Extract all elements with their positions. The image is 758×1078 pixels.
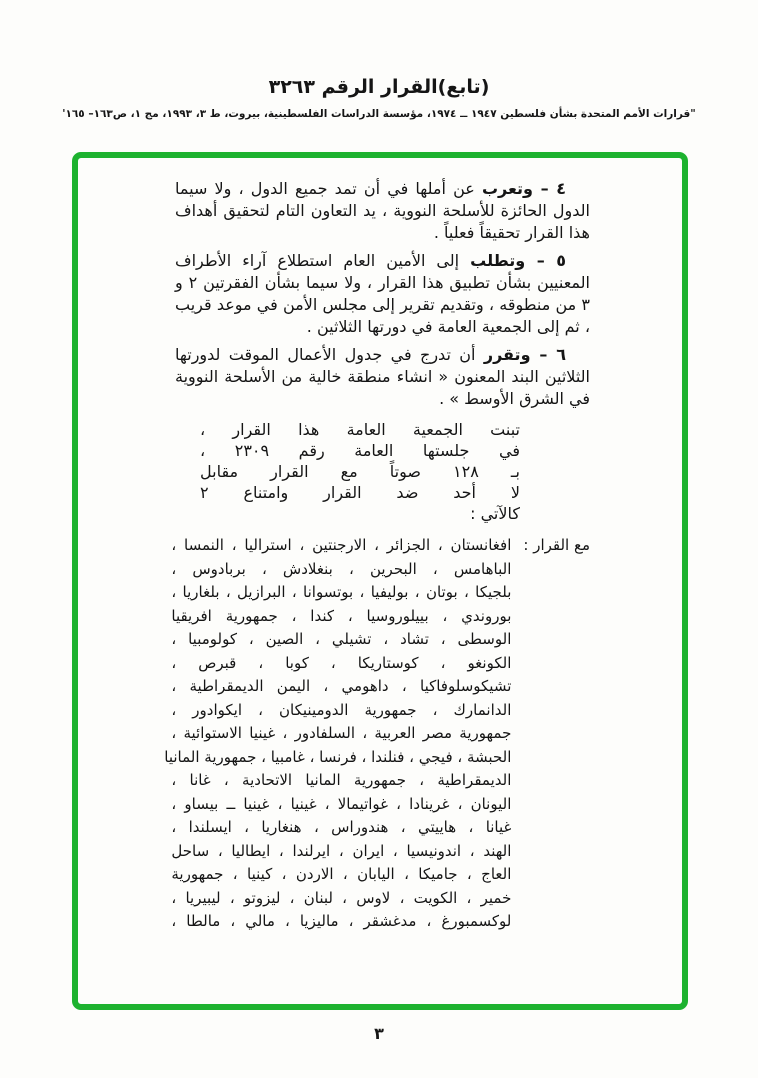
country-line: الدانمارك ، جمهورية الدومينيكان ، ايكوادور ، [171,700,512,719]
paragraph-5-lead: ٥ – وتطلب [470,251,567,270]
document-body [78,158,682,1004]
country-line: الهند ، اندونيسيا ، ايران ، ايرلندا ، ايطاليا ، ساحل [171,841,512,860]
country-line: اليونان ، غرينادا ، غواتيمالا ، غينيا ، غينيا ــ بيساو ، [171,794,512,813]
country-line: الوسطى ، تشاد ، تشيلي ، الصين ، كولومبيا ، [171,630,512,648]
country-line: بوروندي ، بييلوروسيا ، كندا ، جمهورية افريقيا [171,606,512,625]
country-line: بلجيكا ، بوتان ، بوليفيا ، بوتسوانا ، البرازيل ، بلغاريا ، [171,583,512,601]
country-line: الحبشة ، فيجي ، فنلندا ، فرنسا ، غامبيا ، جمهورية المانيا [164,747,512,766]
country-line: الديمقراطية ، جمهورية المانيا الاتحادية ، غانا ، [171,771,512,789]
highlight-box [72,152,688,1010]
country-line: خمير ، الكويت ، لاوس ، لبنان ، ليزوتو ، ليبيريا ، [171,888,512,907]
adoption-statement [200,419,520,524]
vote-line: تبنت الجمعية العامة هذا القرار ، [200,420,520,439]
operative-paragraph-5 [175,250,590,338]
country-line: العاج ، جاميكا ، اليابان ، الاردن ، كينيا ، جمهورية [171,865,512,883]
votes-in-favour-list [148,534,590,934]
paragraph-4-lead: ٤ – وتعرب [481,179,567,198]
vote-line: كالآتي : [470,504,520,523]
country-line: غيانا ، هاييتي ، هندوراس ، هنغاريا ، ايسلندا ، [171,818,512,836]
country-lines [164,534,512,934]
paragraph-4-text: عن أملها في أن تمد جميع الدول ، ولا سيما الدول الحائزة للأسلحة النووية ، يد التعاون التام لتحقيق أهداف هذا القرار تحقيقاً فعلياً . [175,179,590,242]
paragraph-6-text: أن تدرج في جدول الأعمال الموقت لدورتها الثلاثين البند المعنون « انشاء منطقة خالية من الأسلحة النووية في الشرق الأوسط » . [175,345,590,408]
vote-line: بـ ١٢٨ صوتاً مع القرار مقابل [200,462,520,481]
operative-paragraph-6 [175,344,590,410]
vote-line: في جلستها العامة رقم ٢٣٠٩ ، [200,441,520,460]
page-number: ٣ [374,1024,384,1043]
country-line: جمهورية مصر العربية ، السلفادور ، غينيا الاستوائية ، [171,724,512,742]
source-citation: "قرارات الأمم المتحدة بشأن فلسطين ١٩٤٧ ــ ١٩٧٤، مؤسسة الدراسات الفلسطينية، بيروت، ط ٣، ١٩٩٣، مج ١، ص١٦٣– ١٦٥' [62,108,696,120]
votes-in-favour-label: مع القرار : [523,536,590,554]
paragraph-6-lead: ٦ – وتقرر [483,345,566,364]
country-line: تشيكوسلوفاكيا ، داهومي ، اليمن الديمقراطية ، [171,677,512,695]
country-line: افغانستان ، الجزائر ، الارجنتين ، استراليا ، النمسا ، [171,536,512,554]
country-line: لوكسمبورغ ، مدغشقر ، ماليزيا ، مالي ، مالطا ، [171,912,512,930]
paragraph-5-text: إلى الأمين العام استطلاع آراء الأطراف المعنيين بشأن تطبيق هذا القرار ، ولا سيما بشأن الفقرتين ٢ و ٣ من منطوقه ، وتقديم تقرير إلى مجلس الأمن في موعد قريب ، ثم إلى الجمعية العامة في دورتها الثلاثين . [175,251,591,336]
country-line: الكونغو ، كوستاريكا ، كوبا ، قبرص ، [171,653,512,672]
page-title: (تابع)القرار الرقم ٣٢٦٣ [268,76,490,98]
vote-line: لا أحد ضد القرار وامتناع ٢ [200,483,520,502]
operative-paragraph-4 [175,178,590,244]
country-line: الباهامس ، البحرين ، بنغلادش ، بربادوس ، [171,559,512,578]
